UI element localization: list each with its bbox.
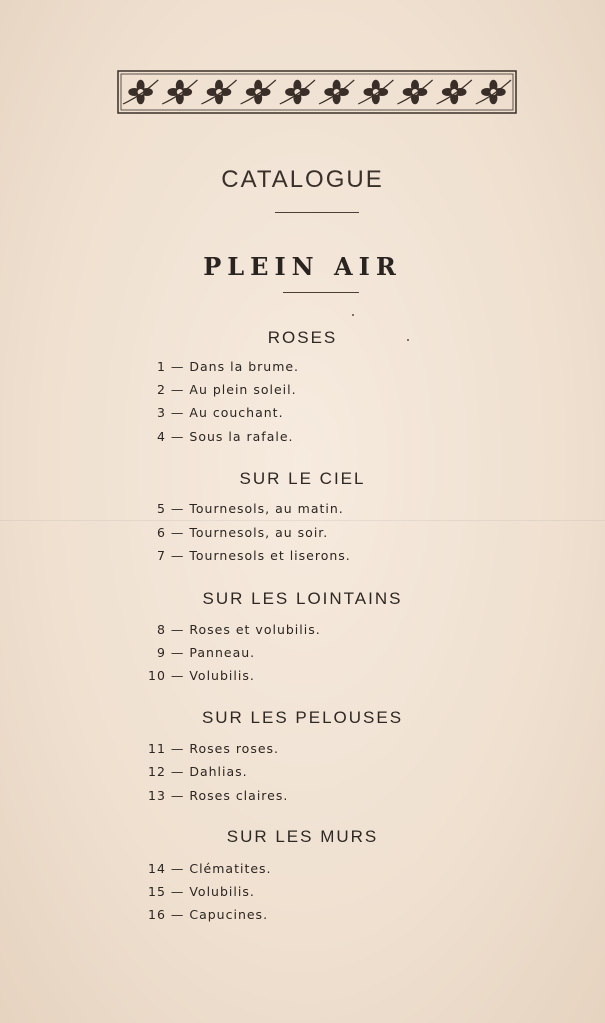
paper-fold-crease: [0, 520, 605, 522]
catalogue-item: 15 — Volubilis.: [148, 884, 255, 899]
title-rule: [275, 212, 359, 213]
section-heading-sur-le-ciel: SUR LE CIEL: [239, 469, 366, 488]
section-heading-sur-les-lointains: SUR LES LOINTAINS: [202, 589, 403, 608]
ornament-flower-motif: [319, 80, 354, 105]
catalogue-item: 8 — Roses et volubilis.: [157, 622, 321, 637]
catalogue-item: 4 — Sous la rafale.: [157, 429, 294, 444]
ornament-flower-motif: [201, 80, 236, 105]
page-title: CATALOGUE: [221, 166, 384, 193]
ornament-flower-motif: [162, 80, 197, 105]
section-heading-sur-les-murs: SUR LES MURS: [226, 827, 379, 846]
catalogue-item: 1 — Dans la brume.: [157, 359, 300, 374]
section-heading-sur-les-pelouses: SUR LES PELOUSES: [201, 708, 404, 727]
ornament-flower-motif: [123, 80, 158, 105]
ornament-flower-motif: [241, 80, 276, 105]
section-heading-roses: ROSES: [267, 328, 338, 347]
ornament-flower-motif: [397, 80, 432, 105]
page-subtitle: PLEIN AIR: [203, 252, 402, 281]
catalogue-item: 7 — Tournesols et liserons.: [157, 548, 351, 563]
subtitle-rule: [283, 292, 359, 293]
catalogue-item: 6 — Tournesols, au soir.: [157, 525, 329, 540]
catalogue-item: 14 — Clématites.: [148, 861, 272, 876]
catalogue-item: 11 — Roses roses.: [148, 741, 280, 756]
catalogue-item: 5 — Tournesols, au matin.: [157, 501, 344, 516]
catalogue-item: 2 — Au plein soleil.: [157, 382, 297, 397]
print-speck: [352, 314, 354, 316]
catalogue-item: 16 — Capucines.: [148, 907, 269, 922]
catalogue-item: 3 — Au couchant.: [157, 405, 284, 420]
catalogue-item: 13 — Roses claires.: [148, 788, 289, 803]
ornament-flower-motif: [476, 80, 511, 105]
catalogue-item: 10 — Volubilis.: [148, 668, 255, 683]
ornament-flower-motif: [358, 80, 393, 105]
catalogue-item: 12 — Dahlias.: [148, 764, 248, 779]
ornament-flower-motif: [280, 80, 315, 105]
floral-border-ornament-icon: [117, 70, 517, 114]
ornament-flower-motif: [437, 80, 472, 105]
catalogue-item: 9 — Panneau.: [157, 645, 256, 660]
